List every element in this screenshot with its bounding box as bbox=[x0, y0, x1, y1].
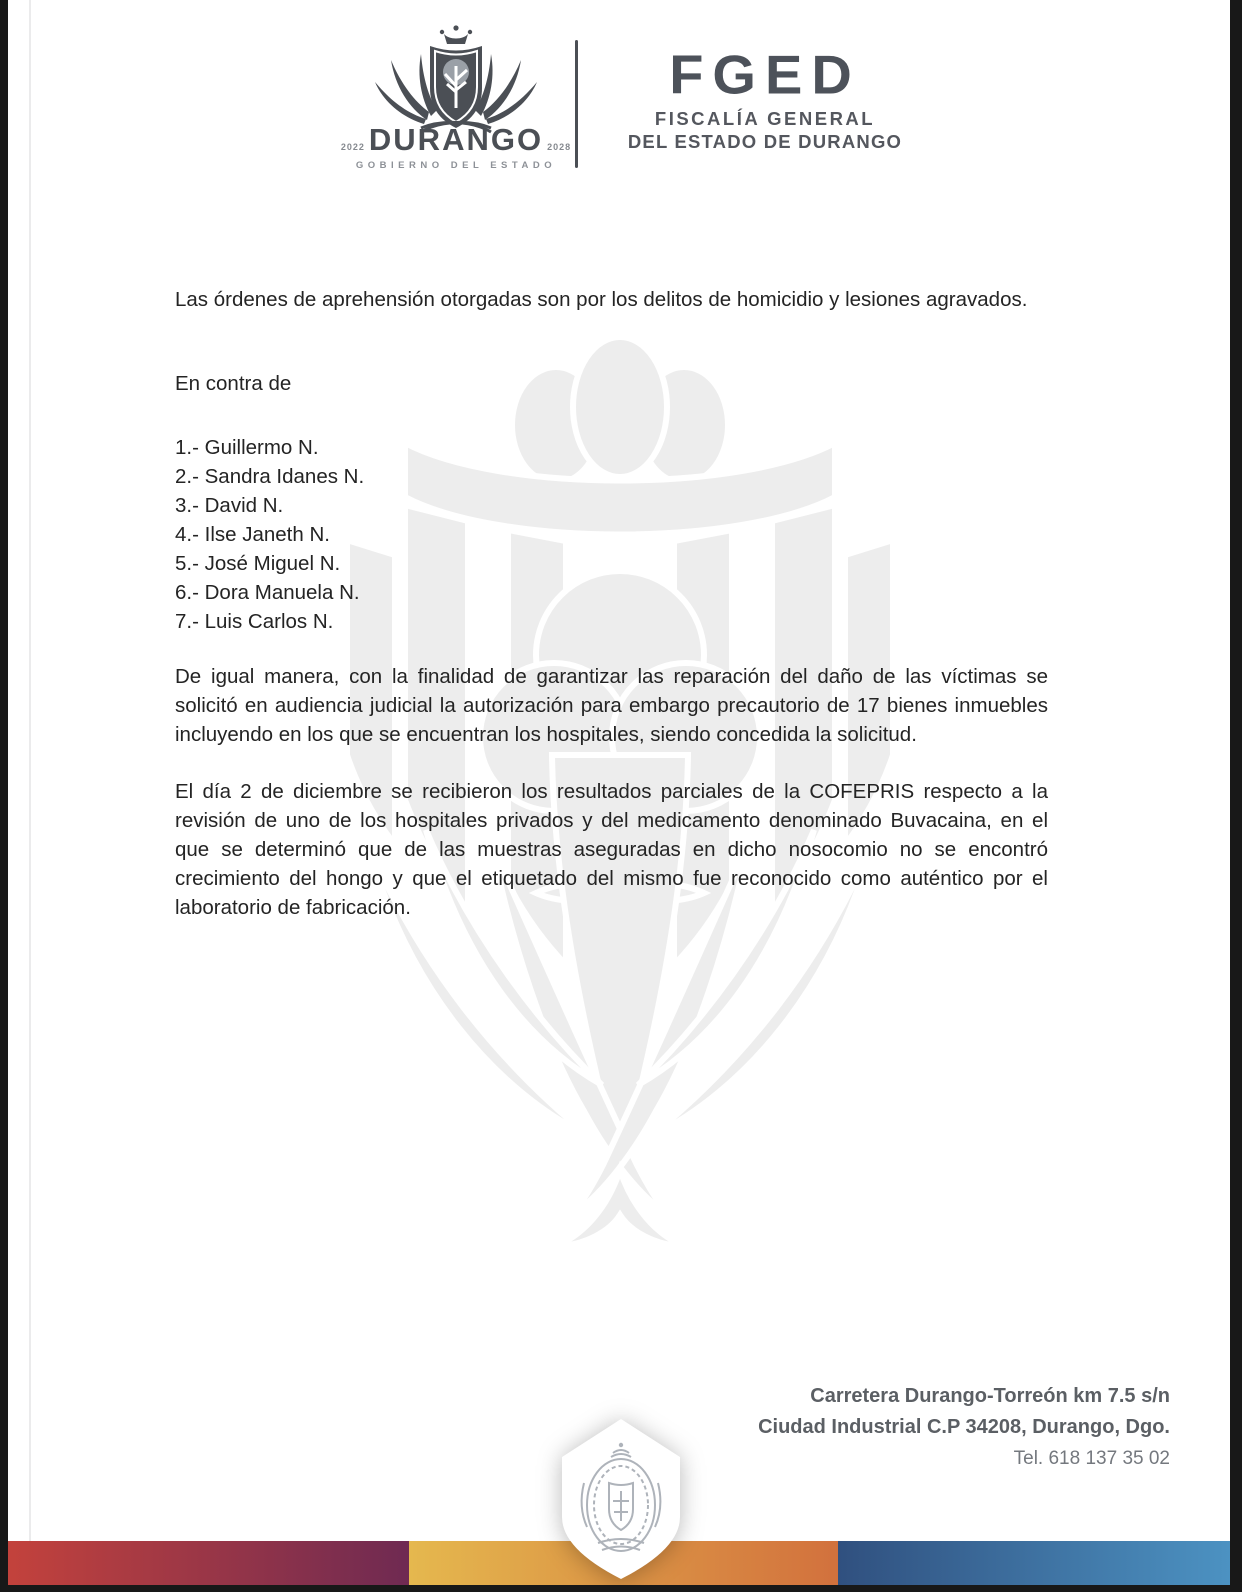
fged-logo bbox=[615, 43, 915, 153]
term-end-year: 2028 bbox=[547, 142, 572, 152]
list-item: 3.- David N. bbox=[175, 494, 284, 517]
list-item: 1.- Guillermo N. bbox=[175, 436, 319, 459]
fged-subtitle-line2: DEL ESTADO DE DURANGO bbox=[627, 131, 903, 152]
address-line-1: Carretera Durango-Torreón km 7.5 s/n bbox=[810, 1385, 1170, 1407]
list-item: 5.- José Miguel N. bbox=[175, 552, 341, 575]
list-item: 4.- Ilse Janeth N. bbox=[175, 523, 330, 546]
paragraph-cofepris: El día 2 de diciembre se recibieron los resultados parciales de la COFEPRIS respecto a la revisión de uno de los hospitales privados y del medicamento denominado Buvacaina, en el que se determinó que de las muestras aseguradas en dicho nosocomio no se encontró crecimiento del hongo y que el etiquetado del mismo fue reconocido como auténtico por el laboratorio de fabricación. bbox=[175, 780, 1048, 919]
fged-acronym: FGED bbox=[669, 43, 861, 106]
letterhead-header bbox=[8, 0, 1230, 210]
logo-divider bbox=[575, 40, 578, 168]
fged-badge-icon bbox=[556, 1417, 686, 1581]
accused-list bbox=[175, 433, 775, 636]
paragraph-delitos: Las órdenes de aprehensión otorgadas son por los delitos de homicidio y lesiones agravados. bbox=[175, 288, 1028, 311]
durango-government-logo bbox=[340, 24, 572, 171]
page-edge-line bbox=[29, 0, 31, 1585]
durango-shield-icon bbox=[371, 24, 541, 136]
durango-wordmark-row bbox=[340, 122, 572, 158]
paragraph-embargo: De igual manera, con la finalidad de garantizar las reparación del daño de las víctimas se solicitó en audiencia judicial la autorización para embargo precautorio de 17 bienes inmuebles incluyendo en los que se encuentran los hospitales, siendo concedida la solicitud. bbox=[175, 665, 1048, 746]
stripe-segment-red bbox=[8, 1541, 409, 1585]
list-item: 2.- Sandra Idanes N. bbox=[175, 465, 365, 488]
durango-tagline: GOBIERNO DEL ESTADO bbox=[355, 160, 557, 171]
list-item: 6.- Dora Manuela N. bbox=[175, 581, 360, 604]
footer-address bbox=[758, 1381, 1170, 1474]
address-line-2: Ciudad Industrial C.P 34208, Durango, Dgo. bbox=[758, 1416, 1170, 1438]
durango-wordmark: DURANGO bbox=[368, 122, 544, 157]
fged-subtitle-line1: FISCALÍA GENERAL bbox=[654, 108, 876, 129]
term-start-year: 2022 bbox=[340, 142, 365, 152]
stripe-segment-blue bbox=[838, 1541, 1230, 1585]
phone-line: Tel. 618 137 35 02 bbox=[1013, 1448, 1170, 1469]
list-item: 7.- Luis Carlos N. bbox=[175, 610, 334, 633]
letterhead-document bbox=[8, 0, 1230, 1585]
paragraph-en-contra: En contra de bbox=[175, 372, 292, 395]
